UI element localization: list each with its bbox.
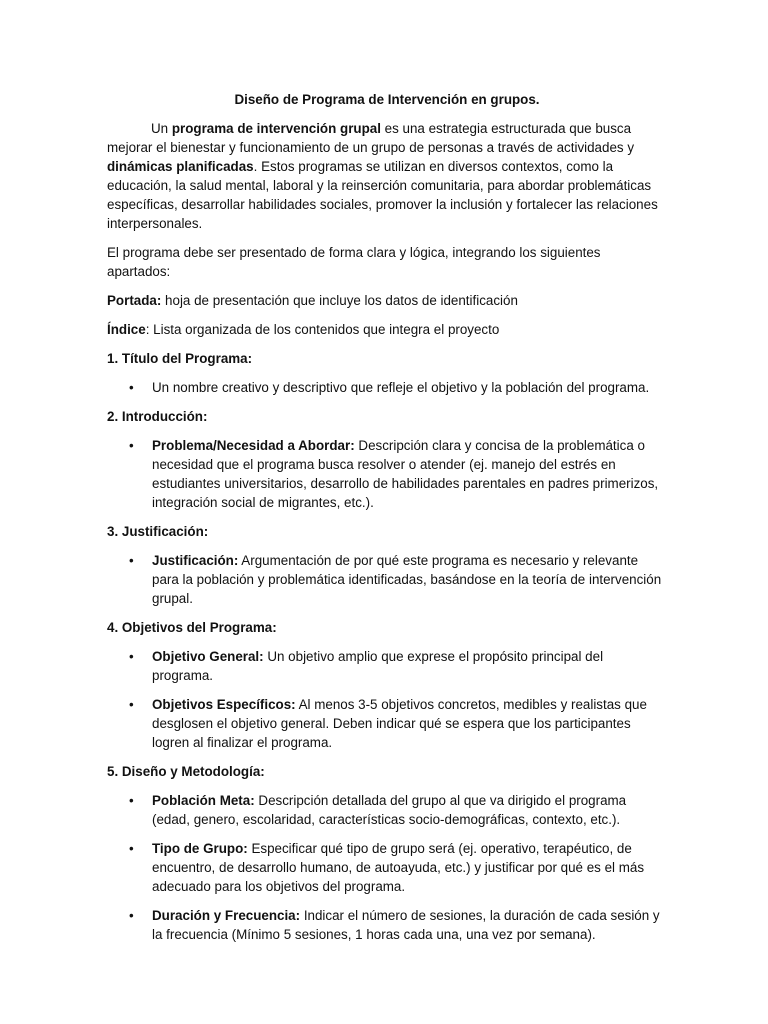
section-heading: 2. Introducción: [107,409,208,424]
structure-intro: El programa debe ser presentado de forma clara y lógica, integrando los siguientes apartados: [107,245,601,279]
portada-line [107,291,667,310]
list-item-text: Especificar qué tipo de grupo será (ej. operativo, terapéutico, de encuentro, de desarrollo humano, de autoayuda, etc.) y justificar por qué es el más adecuado para los objetivos del programa. [152,841,645,894]
intro-tail: . Estos programas se utilizan en diversos contextos, como la educación, la salud mental, laboral y la reinserción comunitaria, para abordar problemáticas específicas, desarrollar habilidades sociales, promover la inclusión y fortalecer las relaciones interpersonales. [107,159,658,231]
bullet-list [107,647,667,752]
intro-paragraph [107,119,667,233]
document-page [107,90,667,954]
list-item-text: Descripción clara y concisa de la problemática o necesidad que el programa busca resolver o atender (ej. manejo del estrés en estudiantes universitarios, desarrollo de habilidades parentales en padres primerizos, integración social de migrantes, etc.). [152,438,659,510]
bullet-icon: • [129,697,134,712]
list-item [107,378,667,397]
section-heading: 3. Justificación: [107,524,209,539]
bullet-list [107,551,667,608]
portada-label: Portada: [107,293,162,308]
sections-container [107,349,667,944]
list-item [107,791,667,829]
indice-text: : Lista organizada de los contenidos que integra el proyecto [145,322,500,337]
intro-bold-term-1: programa de intervención grupal [171,121,381,136]
indice-label: Índice [107,322,146,337]
list-item-text: Un objetivo amplio que exprese el propósito principal del programa. [152,649,604,683]
intro-lead: Un [151,121,172,136]
list-item-text: Descripción detallada del grupo al que va dirigido el programa (edad, genero, escolaridad, características socio-demográficas, contexto, etc.). [152,793,627,827]
list-item-label: Objetivos Específicos: [152,697,296,712]
bullet-list [107,436,667,512]
list-item [107,436,667,512]
bullet-icon: • [129,649,134,664]
bullet-icon: • [129,553,134,568]
intro-bold-term-2: dinámicas planificadas [107,159,254,174]
list-item [107,839,667,896]
list-item [107,647,667,685]
section-heading: 5. Diseño y Metodología: [107,764,265,779]
list-item [107,551,667,608]
list-item-label: Tipo de Grupo: [152,841,248,856]
section-heading: 1. Título del Programa: [107,351,253,366]
portada-text: hoja de presentación que incluye los datos de identificación [161,293,518,308]
list-item [107,695,667,752]
bullet-icon: • [129,793,134,808]
bullet-icon: • [129,908,134,923]
bullet-icon: • [129,438,134,453]
intro-mid: es una estrategia estructurada que busca mejorar el bienestar y funcionamiento de un grupo de personas a través de actividades y [107,121,635,155]
list-item-label: Duración y Frecuencia: [152,908,301,923]
bullet-list [107,791,667,944]
list-item-label: Objetivo General: [152,649,264,664]
list-item-label: Población Meta: [152,793,255,808]
bullet-icon: • [129,841,134,856]
list-item [107,906,667,944]
section-heading: 4. Objetivos del Programa: [107,620,277,635]
list-item-text: Argumentación de por qué este programa es necesario y relevante para la población y problemática identificadas, basándose en la teoría de intervención grupal. [152,553,662,606]
list-item-label: Justificación: [152,553,239,568]
bullet-icon: • [129,380,134,395]
list-item-label: Problema/Necesidad a Abordar: [152,438,355,453]
indice-line [107,320,667,339]
list-item-text: Al menos 3-5 objetivos concretos, medibles y realistas que desglosen el objetivo general. Deben indicar qué se espera que los participantes logren al finalizar el programa. [152,697,647,750]
bullet-list [107,378,667,397]
list-item-text: Un nombre creativo y descriptivo que refleje el objetivo y la población del programa. [152,380,650,395]
list-item-text: Indicar el número de sesiones, la duración de cada sesión y la frecuencia (Mínimo 5 sesiones, 1 horas cada una, una vez por semana). [152,908,660,942]
document-title: Diseño de Programa de Intervención en grupos. [234,92,540,107]
